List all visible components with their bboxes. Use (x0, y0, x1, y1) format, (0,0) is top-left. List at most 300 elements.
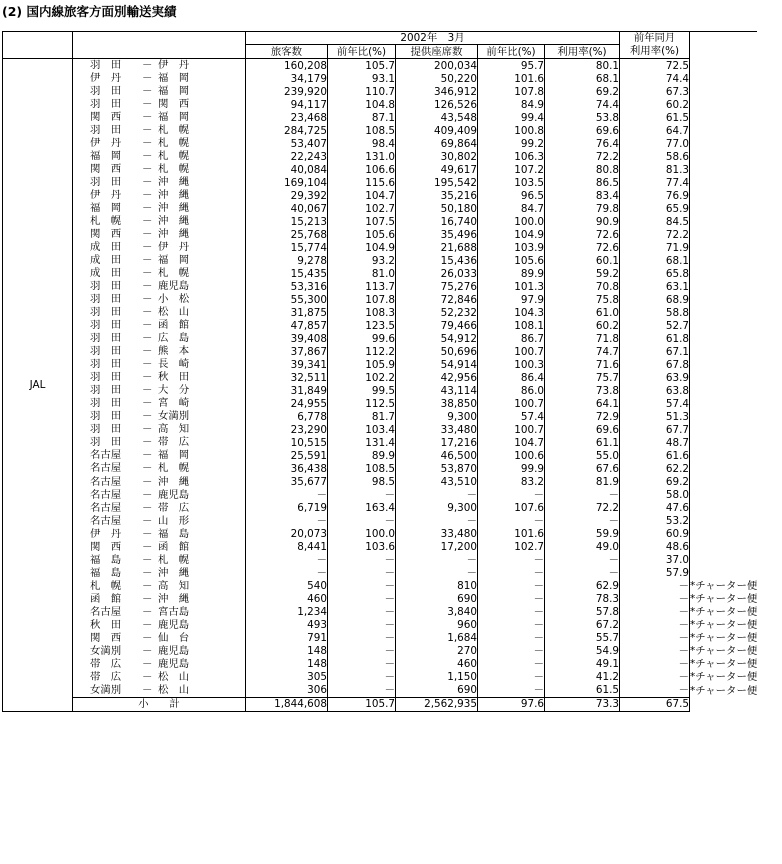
passengers-cell: 9,278 (246, 254, 328, 267)
charter-note (690, 59, 758, 73)
table-row (3, 658, 758, 671)
table-row (3, 476, 758, 489)
pax-yoy-cell: 89.9 (328, 449, 396, 462)
seats-yoy-cell: 99.2 (478, 137, 545, 150)
origin-airport: 羽 田 (90, 358, 122, 371)
route-dash: － (142, 111, 153, 124)
passengers-cell: 39,408 (246, 332, 328, 345)
prev-load-factor-cell: 77.4 (620, 176, 690, 189)
seats-cell: 46,500 (396, 449, 478, 462)
prev-load-factor-cell: 37.0 (620, 554, 690, 567)
route-cell (73, 371, 246, 384)
pax-yoy-cell: 112.5 (328, 397, 396, 410)
charter-note (690, 489, 758, 502)
route-cell (73, 462, 246, 475)
seats-yoy-cell: 100.7 (478, 345, 545, 358)
charter-note (690, 111, 758, 124)
charter-note (690, 397, 758, 410)
destination-airport: 函 館 (158, 319, 190, 332)
seats-yoy-cell: 103.9 (478, 241, 545, 254)
origin-airport: 羽 田 (90, 59, 122, 71)
seats-yoy-cell: 107.8 (478, 85, 545, 98)
pax-yoy-cell: － (328, 593, 396, 606)
prev-load-factor-cell: 77.0 (620, 137, 690, 150)
destination-airport: 松 山 (158, 670, 190, 683)
pax-yoy-cell: 99.6 (328, 332, 396, 345)
route-cell (73, 502, 246, 515)
origin-airport: 女満別 (90, 644, 122, 657)
route-dash: － (142, 241, 153, 254)
load-factor-cell: － (545, 567, 620, 580)
table-row (3, 111, 758, 124)
destination-airport: 福 島 (158, 527, 190, 540)
load-factor-cell: 75.7 (545, 371, 620, 384)
origin-airport: 函 館 (90, 592, 122, 605)
passengers-cell: 47,857 (246, 319, 328, 332)
pax-yoy-cell: 112.2 (328, 345, 396, 358)
origin-airport: 名古屋 (90, 605, 122, 618)
destination-airport: 沖 縄 (158, 189, 190, 202)
route-dash: － (142, 137, 153, 150)
destination-airport: 高 知 (158, 579, 190, 592)
pax-yoy-cell: 99.5 (328, 384, 396, 397)
seats-cell: 38,850 (396, 397, 478, 410)
destination-airport: 鹿児島 (158, 618, 190, 631)
route-cell (73, 150, 246, 163)
load-factor-cell: 61.1 (545, 436, 620, 449)
charter-note (690, 163, 758, 176)
seats-cell: 690 (396, 684, 478, 698)
load-factor-cell: 76.4 (545, 137, 620, 150)
seats-yoy-cell: 101.3 (478, 280, 545, 293)
pax-yoy-cell: 105.9 (328, 358, 396, 371)
prev-load-factor-cell: 47.6 (620, 502, 690, 515)
load-factor-cell: 60.2 (545, 319, 620, 332)
route-cell (73, 645, 246, 658)
route-dash: － (142, 280, 153, 293)
destination-airport: 沖 縄 (158, 475, 190, 488)
route-cell (73, 72, 246, 85)
load-factor-cell: 49.1 (545, 658, 620, 671)
prev-header-line2: 利用率(%) (620, 45, 690, 59)
prev-load-factor-cell: 67.3 (620, 85, 690, 98)
origin-airport: 関 西 (90, 163, 122, 176)
charter-note (690, 515, 758, 528)
prev-load-factor-cell: 72.2 (620, 228, 690, 241)
load-factor-cell: 57.8 (545, 606, 620, 619)
seats-yoy-cell: 102.7 (478, 541, 545, 554)
seats-cell: 195,542 (396, 176, 478, 189)
load-factor-cell: 53.8 (545, 111, 620, 124)
origin-airport: 羽 田 (90, 85, 122, 98)
passengers-cell: 29,392 (246, 189, 328, 202)
passengers-cell: 15,774 (246, 241, 328, 254)
prev-load-factor-cell: 58.6 (620, 150, 690, 163)
load-factor-cell: 60.1 (545, 254, 620, 267)
table-row (3, 202, 758, 215)
origin-airport: 名古屋 (90, 475, 122, 488)
origin-airport: 名古屋 (90, 449, 122, 462)
passengers-cell: 1,234 (246, 606, 328, 619)
pax-yoy-cell: 108.5 (328, 124, 396, 137)
destination-airport: 沖 縄 (158, 566, 190, 579)
origin-airport: 成 田 (90, 267, 122, 280)
origin-airport: 帯 広 (90, 657, 122, 670)
route-dash: － (142, 176, 153, 189)
route-cell (73, 124, 246, 137)
seats-yoy-cell: 84.7 (478, 202, 545, 215)
table-row (3, 423, 758, 436)
route-cell (73, 189, 246, 202)
destination-airport: 鹿児島 (158, 280, 190, 293)
table-row (3, 189, 758, 202)
prev-load-factor-cell: 67.7 (620, 423, 690, 436)
prev-load-factor-cell: 71.9 (620, 241, 690, 254)
seats-cell: 35,216 (396, 189, 478, 202)
route-cell (73, 345, 246, 358)
route-cell (73, 98, 246, 111)
destination-airport: 札 幌 (158, 267, 190, 280)
origin-airport: 羽 田 (90, 371, 122, 384)
pax-yoy-cell: 98.4 (328, 137, 396, 150)
passengers-cell: － (246, 554, 328, 567)
route-cell (73, 397, 246, 410)
route-cell (73, 228, 246, 241)
prev-load-factor-cell: 51.3 (620, 410, 690, 423)
passengers-cell: － (246, 515, 328, 528)
seats-cell: 690 (396, 593, 478, 606)
seats-yoy-cell: － (478, 684, 545, 698)
table-row (3, 671, 758, 684)
pax-yoy-cell: 81.0 (328, 267, 396, 280)
route-dash: － (142, 293, 153, 306)
subtotal-value: 105.7 (328, 697, 396, 711)
route-dash: － (142, 618, 153, 631)
charter-note (690, 124, 758, 137)
route-dash: － (142, 384, 153, 397)
route-cell (73, 306, 246, 319)
prev-load-factor-cell: － (620, 606, 690, 619)
load-factor-cell: 80.8 (545, 163, 620, 176)
seats-yoy-cell: 83.2 (478, 476, 545, 489)
destination-airport: 沖 縄 (158, 202, 190, 215)
charter-note: *チャーター便 (690, 580, 758, 593)
destination-airport: 福 岡 (158, 85, 190, 98)
route-cell (73, 241, 246, 254)
charter-note (690, 98, 758, 111)
table-row (3, 163, 758, 176)
charter-note (690, 293, 758, 306)
prev-load-factor-cell: 63.8 (620, 384, 690, 397)
origin-airport: 福 島 (90, 553, 122, 566)
pax-yoy-cell: － (328, 567, 396, 580)
route-cell (73, 606, 246, 619)
seats-yoy-cell: 101.6 (478, 528, 545, 541)
destination-airport: 山 形 (158, 514, 190, 527)
table-row (3, 606, 758, 619)
passengers-cell: 6,778 (246, 410, 328, 423)
seats-yoy-cell: 100.0 (478, 215, 545, 228)
route-cell (73, 280, 246, 293)
seats-yoy-cell: － (478, 671, 545, 684)
col-header-seats-yoy: 前年比(%) (478, 45, 545, 59)
table-row (3, 124, 758, 137)
col-header-passengers: 旅客数 (246, 45, 328, 59)
pax-yoy-cell: － (328, 580, 396, 593)
route-dash: － (142, 488, 153, 501)
charter-note (690, 345, 758, 358)
seats-cell: 21,688 (396, 241, 478, 254)
charter-note: *チャーター便 (690, 645, 758, 658)
pax-yoy-cell: 93.1 (328, 72, 396, 85)
seats-yoy-cell: 104.7 (478, 436, 545, 449)
passengers-cell: 23,290 (246, 423, 328, 436)
origin-airport: 羽 田 (90, 332, 122, 345)
table-row (3, 267, 758, 280)
pax-yoy-cell: 110.7 (328, 85, 396, 98)
route-cell (73, 632, 246, 645)
page-title: (2) 国内線旅客方面別輸送実績 (2, 4, 177, 19)
load-factor-cell: 86.5 (545, 176, 620, 189)
passengers-cell: 31,875 (246, 306, 328, 319)
passengers-cell: 6,719 (246, 502, 328, 515)
route-dash: － (142, 163, 153, 176)
charter-note: *チャーター便 (690, 658, 758, 671)
destination-airport: 函 館 (158, 540, 190, 553)
seats-yoy-cell: 100.3 (478, 358, 545, 371)
route-cell (73, 319, 246, 332)
subtotal-value: 1,844,608 (246, 697, 328, 711)
route-dash: － (142, 449, 153, 462)
seats-yoy-cell: 89.9 (478, 267, 545, 280)
prev-load-factor-cell: 81.3 (620, 163, 690, 176)
seats-yoy-cell: 86.4 (478, 371, 545, 384)
pax-yoy-cell: 163.4 (328, 502, 396, 515)
route-cell (73, 293, 246, 306)
charter-note (690, 449, 758, 462)
seats-cell: 200,034 (396, 59, 478, 73)
seats-cell: 1,150 (396, 671, 478, 684)
seats-yoy-cell: － (478, 606, 545, 619)
prev-load-factor-cell: 61.5 (620, 111, 690, 124)
destination-airport: 松 山 (158, 683, 190, 696)
route-cell (73, 593, 246, 606)
load-factor-cell: 90.9 (545, 215, 620, 228)
pax-yoy-cell: 103.6 (328, 541, 396, 554)
load-factor-cell: 41.2 (545, 671, 620, 684)
origin-airport: 成 田 (90, 241, 122, 254)
passengers-cell: 40,084 (246, 163, 328, 176)
prev-load-factor-cell: 76.9 (620, 189, 690, 202)
charter-note (690, 371, 758, 384)
passengers-cell: 8,441 (246, 541, 328, 554)
destination-airport: 札 幌 (158, 137, 190, 150)
route-dash: － (142, 436, 153, 449)
origin-airport: 伊 丹 (90, 137, 122, 150)
table-row (3, 319, 758, 332)
seats-cell: 50,220 (396, 72, 478, 85)
load-factor-cell: 61.5 (545, 684, 620, 698)
table-row (3, 502, 758, 515)
seats-cell: 15,436 (396, 254, 478, 267)
destination-airport: 熊 本 (158, 345, 190, 358)
charter-note (690, 241, 758, 254)
table-row (3, 397, 758, 410)
charter-note: *チャーター便 (690, 619, 758, 632)
seats-yoy-cell: 84.9 (478, 98, 545, 111)
passengers-cell: 306 (246, 684, 328, 698)
charter-note (690, 176, 758, 189)
route-cell (73, 111, 246, 124)
charter-note: *チャーター便 (690, 632, 758, 645)
prev-load-factor-cell: － (620, 619, 690, 632)
table-row (3, 72, 758, 85)
passengers-cell: 32,511 (246, 371, 328, 384)
seats-yoy-cell: － (478, 567, 545, 580)
seats-cell: 33,480 (396, 528, 478, 541)
load-factor-cell: 78.3 (545, 593, 620, 606)
transport-table (2, 31, 757, 712)
table-row (3, 332, 758, 345)
pax-yoy-cell: 104.7 (328, 189, 396, 202)
destination-airport: 伊 丹 (158, 59, 190, 71)
seats-yoy-cell: 107.6 (478, 502, 545, 515)
route-cell (73, 580, 246, 593)
seats-cell: 17,216 (396, 436, 478, 449)
origin-airport: 羽 田 (90, 319, 122, 332)
load-factor-cell: 72.6 (545, 228, 620, 241)
seats-yoy-cell: － (478, 515, 545, 528)
pax-yoy-cell: 131.4 (328, 436, 396, 449)
charter-note (690, 567, 758, 580)
seats-yoy-cell: 101.6 (478, 72, 545, 85)
seats-cell: 126,526 (396, 98, 478, 111)
route-dash: － (142, 189, 153, 202)
pax-yoy-cell: － (328, 489, 396, 502)
pax-yoy-cell: 113.7 (328, 280, 396, 293)
passengers-cell: 148 (246, 645, 328, 658)
table-row (3, 241, 758, 254)
route-dash: － (142, 254, 153, 267)
table-row (3, 59, 758, 73)
destination-airport: 札 幌 (158, 462, 190, 475)
table-row (3, 593, 758, 606)
seats-cell: 52,232 (396, 306, 478, 319)
load-factor-cell: 67.2 (545, 619, 620, 632)
origin-airport: 札 幌 (90, 579, 122, 592)
charter-note (690, 423, 758, 436)
route-dash: － (142, 657, 153, 670)
pax-yoy-cell: 102.7 (328, 202, 396, 215)
pax-yoy-cell: － (328, 645, 396, 658)
seats-yoy-cell: 100.8 (478, 124, 545, 137)
prev-load-factor-cell: 61.8 (620, 332, 690, 345)
destination-airport: 福 岡 (158, 72, 190, 85)
prev-load-factor-cell: 67.1 (620, 345, 690, 358)
table-row (3, 528, 758, 541)
destination-airport: 帯 広 (158, 436, 190, 449)
destination-airport: 高 知 (158, 423, 190, 436)
load-factor-cell: 69.6 (545, 423, 620, 436)
destination-airport: 長 崎 (158, 358, 190, 371)
seats-cell: 43,510 (396, 476, 478, 489)
charter-note (690, 358, 758, 371)
origin-airport: 羽 田 (90, 345, 122, 358)
route-cell (73, 384, 246, 397)
pax-yoy-cell: － (328, 515, 396, 528)
load-factor-cell: 72.2 (545, 502, 620, 515)
destination-airport: 沖 縄 (158, 228, 190, 241)
route-cell (73, 489, 246, 502)
table-row (3, 541, 758, 554)
route-cell (73, 449, 246, 462)
origin-airport: 関 西 (90, 111, 122, 124)
route-dash: － (142, 59, 153, 71)
route-dash: － (142, 397, 153, 410)
route-cell (73, 254, 246, 267)
charter-note: *チャーター便 (690, 606, 758, 619)
table-row (3, 449, 758, 462)
table-row (3, 515, 758, 528)
table-row (3, 293, 758, 306)
prev-load-factor-cell: 57.4 (620, 397, 690, 410)
subtotal-value: 2,562,935 (396, 697, 478, 711)
passengers-cell: 34,179 (246, 72, 328, 85)
origin-airport: 羽 田 (90, 436, 122, 449)
prev-load-factor-cell: 61.6 (620, 449, 690, 462)
prev-load-factor-cell: 63.9 (620, 371, 690, 384)
pax-yoy-cell: 100.0 (328, 528, 396, 541)
col-header-pax-yoy: 前年比(%) (328, 45, 396, 59)
charter-note (690, 410, 758, 423)
passengers-cell: 791 (246, 632, 328, 645)
prev-load-factor-cell: 48.6 (620, 541, 690, 554)
table-row (3, 632, 758, 645)
route-cell (73, 202, 246, 215)
seats-cell: 49,617 (396, 163, 478, 176)
origin-airport: 伊 丹 (90, 72, 122, 85)
load-factor-cell: 72.6 (545, 241, 620, 254)
seats-yoy-cell: － (478, 619, 545, 632)
seats-cell: 9,300 (396, 502, 478, 515)
seats-cell: 3,840 (396, 606, 478, 619)
pax-yoy-cell: － (328, 632, 396, 645)
charter-note (690, 436, 758, 449)
seats-yoy-cell: － (478, 580, 545, 593)
seats-cell: 810 (396, 580, 478, 593)
pax-yoy-cell: 108.3 (328, 306, 396, 319)
passengers-cell: 22,243 (246, 150, 328, 163)
charter-note (690, 72, 758, 85)
passengers-cell: 24,955 (246, 397, 328, 410)
route-dash: － (142, 423, 153, 436)
subtotal-row (3, 697, 758, 711)
passengers-cell: － (246, 489, 328, 502)
seats-cell: 460 (396, 658, 478, 671)
seats-cell: 54,914 (396, 358, 478, 371)
pax-yoy-cell: － (328, 554, 396, 567)
seats-cell: 270 (396, 645, 478, 658)
route-cell (73, 528, 246, 541)
prev-load-factor-cell: 58.8 (620, 306, 690, 319)
route-dash: － (142, 306, 153, 319)
route-dash: － (142, 202, 153, 215)
seats-cell: 69,864 (396, 137, 478, 150)
seats-yoy-cell: 106.3 (478, 150, 545, 163)
table-row (3, 580, 758, 593)
table-row (3, 176, 758, 189)
destination-airport: 福 岡 (158, 254, 190, 267)
